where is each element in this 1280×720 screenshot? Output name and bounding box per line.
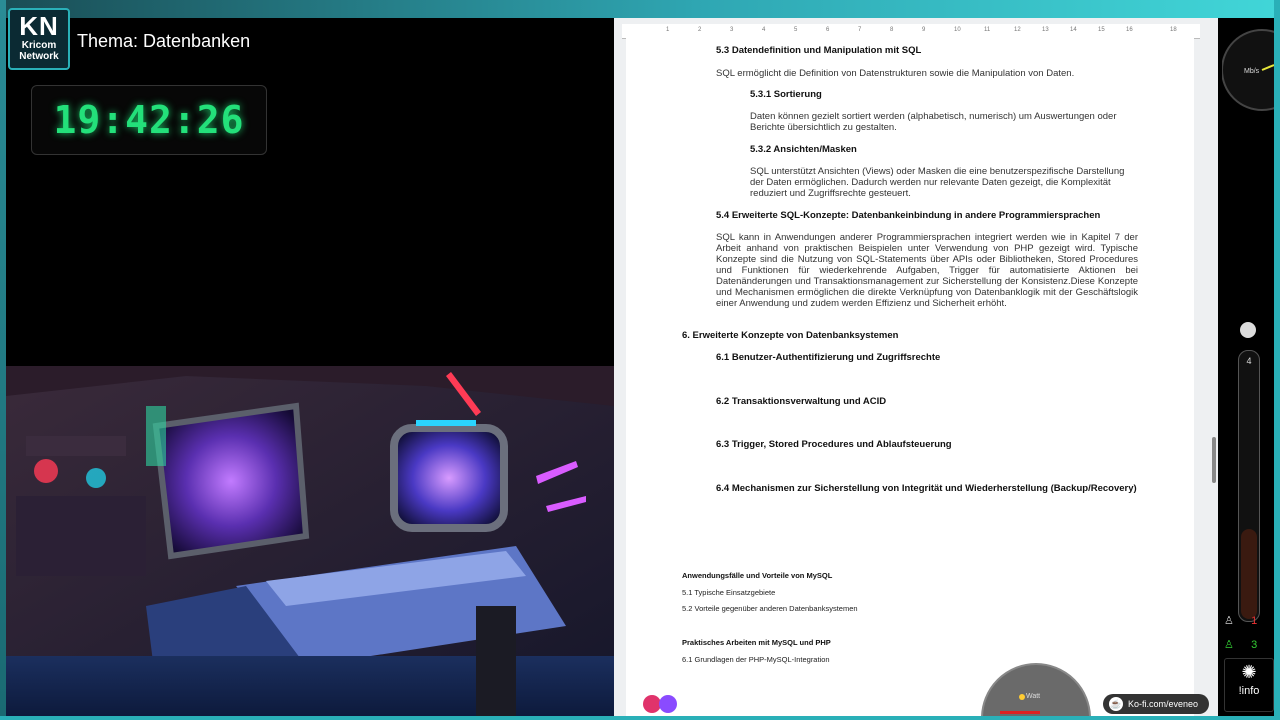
stat-1-value: 1 bbox=[1251, 615, 1258, 627]
heading-5-3: 5.3 Datendefinition und Manipulation mit SQL bbox=[716, 45, 922, 56]
frame-bottom bbox=[0, 716, 1280, 720]
channel-logo bbox=[8, 8, 70, 70]
ruler-tick: 14 bbox=[1070, 27, 1077, 33]
info-command[interactable] bbox=[1224, 658, 1274, 712]
ruler-tick: 8 bbox=[890, 27, 894, 33]
heading-6-3: 6.3 Trigger, Stored Procedures und Ablaufsteuerung bbox=[716, 439, 952, 450]
meter-value: 4 bbox=[1246, 356, 1252, 366]
ruler-tick: 7 bbox=[858, 27, 862, 33]
stat-2-value: 3 bbox=[1251, 639, 1258, 651]
vertical-scrollbar-thumb[interactable] bbox=[1212, 437, 1216, 483]
logo-line-2: Network bbox=[19, 51, 59, 62]
toc-item-5-1: 5.1 Typische Einsatzgebiete bbox=[682, 588, 776, 597]
logo-kn: KN bbox=[19, 11, 59, 41]
kofi-link[interactable] bbox=[1103, 694, 1209, 714]
followers-stat bbox=[1224, 638, 1268, 658]
info-icon: ✺ bbox=[1241, 662, 1257, 682]
user-icon: ♙ bbox=[1224, 615, 1234, 627]
ruler-tick: 18 bbox=[1170, 27, 1177, 33]
ruler-tick: 5 bbox=[794, 27, 798, 33]
speed-unit: Mb/s bbox=[1244, 68, 1260, 75]
reaction-bubbles bbox=[642, 694, 682, 714]
paragraph-5-3-2: SQL unterstützt Ansichten (Views) oder Masken die eine benutzerspezifische Darstellung der Daten ermöglichen. Dadurch werden nur relevante Daten gezeigt, die Komplexität reduziert und Zugriffsrechte gesteuert. bbox=[750, 166, 1125, 199]
level-meter bbox=[1238, 350, 1260, 622]
toc-heading-1: Anwendungsfälle und Vorteile von MySQL bbox=[682, 571, 833, 580]
frame-top bbox=[0, 0, 1280, 18]
ruler-tick: 3 bbox=[730, 27, 734, 33]
power-gauge-unit: Watt bbox=[1026, 693, 1041, 700]
ruler-tick: 2 bbox=[698, 27, 702, 33]
spaceship-room-image bbox=[6, 366, 614, 716]
ruler-tick: 6 bbox=[826, 27, 830, 33]
heading-6-4: 6.4 Mechanismen zur Sicherstellung von Integrität und Wiederherstellung (Backup/Recovery) bbox=[716, 483, 1137, 494]
paragraph-5-4: SQL kann in Anwendungen anderer Programmiersprachen integriert werden wie in Kapitel 7 der Arbeit anhand von praktischen Beispielen unter Verwendung von PHP gezeigt wird. Typische Konzepte sind die Nutzung von SQL-Statements über APIs oder Bibliotheken, Stored Procedures und Funktionen für wiederkehrende Aufgaben, Trigger für automatisierte Aktionen bei Datenänderungen und Transaktionsmanagement zur Sicherstellung der Konsistenz.Diese Konzepte und Mechanismen ermöglichen die direkte Verknüpfung von Datenbanklogik mit der Geschäftslogik einer Anwendung und zudem werden Effizienz und Sicherheit erhöht. bbox=[716, 232, 1138, 309]
ruler-tick: 11 bbox=[984, 27, 991, 33]
ruler-tick: 1 bbox=[666, 27, 670, 33]
coffee-cup-icon: ☕ bbox=[1110, 699, 1122, 709]
toc-item-6-1: 6.1 Grundlagen der PHP-MySQL-Integration bbox=[682, 655, 830, 664]
kofi-label: Ko-fi.com/eveneo bbox=[1128, 699, 1199, 709]
horizontal-ruler[interactable] bbox=[622, 24, 1200, 39]
word-processor-view bbox=[614, 18, 1218, 716]
heading-6: 6. Erweiterte Konzepte von Datenbanksystemen bbox=[682, 330, 899, 341]
ruler-tick: 10 bbox=[954, 27, 961, 33]
heading-5-4: 5.4 Erweiterte SQL-Konzepte: Datenbankeinbindung in andere Programmiersprachen bbox=[716, 210, 1101, 221]
paragraph-5-3: SQL ermöglicht die Definition von Datenstrukturen sowie die Manipulation von Daten. bbox=[716, 68, 1075, 79]
ruler-tick: 9 bbox=[922, 27, 926, 33]
meter-fill bbox=[1241, 529, 1257, 619]
power-gauge bbox=[976, 658, 1096, 716]
info-label: !info bbox=[1238, 685, 1260, 697]
right-widget-column bbox=[1220, 18, 1274, 716]
frame-right bbox=[1274, 0, 1280, 720]
digital-clock: 19:42:26 bbox=[31, 85, 267, 155]
user-green-icon: ♙ bbox=[1224, 639, 1234, 651]
paragraph-5-3-1: Daten können gezielt sortiert werden (alphabetisch, numerisch) um Auswertungen oder Berichte übersichtlich zu gestalten. bbox=[750, 111, 1117, 133]
spaceship-room-illustration bbox=[6, 366, 614, 716]
ruler-tick: 12 bbox=[1014, 27, 1021, 33]
ruler-tick: 4 bbox=[762, 27, 766, 33]
ruler-tick: 13 bbox=[1042, 27, 1049, 33]
heading-5-3-1: 5.3.1 Sortierung bbox=[750, 89, 822, 100]
coffee-icon bbox=[1240, 322, 1256, 338]
toc-heading-2: Praktisches Arbeiten mit MySQL und PHP bbox=[682, 638, 831, 647]
heading-6-1: 6.1 Benutzer-Authentifizierung und Zugriffsrechte bbox=[716, 352, 941, 363]
heading-5-3-2: 5.3.2 Ansichten/Masken bbox=[750, 144, 857, 155]
viewers-stat bbox=[1224, 614, 1268, 634]
heading-6-2: 6.2 Transaktionsverwaltung und ACID bbox=[716, 396, 887, 407]
ruler-tick: 16 bbox=[1126, 27, 1133, 33]
logo-line-1: Kricom bbox=[21, 40, 57, 51]
ruler-tick: 15 bbox=[1098, 27, 1105, 33]
document-page[interactable] bbox=[626, 38, 1194, 716]
bubbles-icon bbox=[642, 694, 682, 714]
toc-item-5-2: 5.2 Vorteile gegenüber anderen Datenbanksystemen bbox=[682, 604, 858, 613]
topic-title: Thema: Datenbanken bbox=[77, 31, 251, 51]
